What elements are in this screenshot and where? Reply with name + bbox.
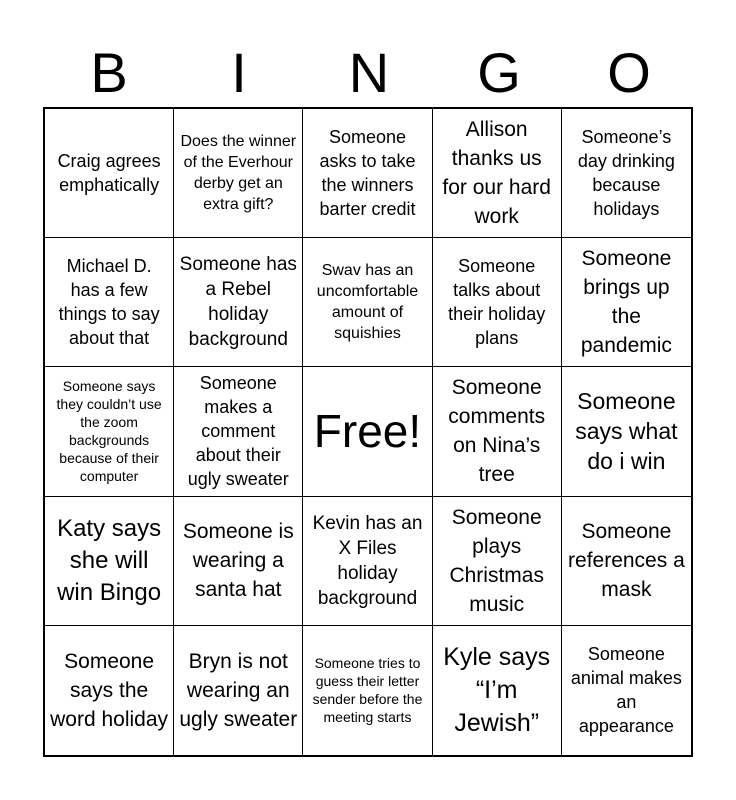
bingo-cell[interactable] [562,626,691,755]
bingo-cell[interactable] [562,497,691,626]
bingo-cell[interactable] [433,626,562,755]
bingo-cell[interactable] [433,238,562,367]
cell-text: Someone’s day drinking because holidays [577,127,675,220]
bingo-cell[interactable] [174,497,303,626]
cell-text: Swav has an uncomfortable amount of squishies [316,262,419,343]
bingo-cell[interactable] [45,238,174,367]
bingo-cell[interactable] [174,109,303,238]
cell-text: Someone asks to take the winners barter credit [319,127,416,220]
cell-text: Someone is wearing a santa hat [182,520,294,602]
header-letter-b: B [90,41,128,104]
cell-text: Someone talks about their holiday plans [448,256,546,349]
cell-text: Someone makes a comment about their ugly sweater [187,373,289,490]
bingo-cell[interactable] [562,109,691,238]
bingo-cell[interactable] [45,626,174,755]
header-letter-g: G [477,41,521,104]
bingo-header [44,40,694,106]
bingo-card-grid [43,107,693,757]
bingo-cell[interactable] [45,109,174,238]
bingo-cell[interactable] [562,238,691,367]
cell-text: Someone plays Christmas music [449,505,544,616]
bingo-cell[interactable] [433,497,562,626]
bingo-cell[interactable] [433,367,562,496]
cell-text: Katy says she will win Bingo [57,514,162,606]
bingo-cell[interactable] [562,367,691,496]
cell-text: Someone references a mask [568,520,685,602]
cell-text: Someone says they couldn’t use the zoom backgrounds because of their computer [56,378,162,485]
cell-text: Allison thanks us for our hard work [442,118,551,229]
bingo-cell[interactable] [303,109,432,238]
bingo-cell[interactable] [303,626,432,755]
bingo-cell[interactable] [303,497,432,626]
bingo-cell[interactable] [45,367,174,496]
cell-text: Does the winner of the Everhour derby get an extra gift? [180,133,297,214]
header-letter-n: N [348,41,390,104]
cell-text: Michael D. has a few things to say about that [58,256,160,349]
header-letter-i: I [231,41,247,104]
cell-text: Someone says the word holiday [50,649,169,731]
cell-text: Kyle says “I’m Jewish” [443,642,551,737]
cell-text: Someone tries to guess their letter sender before the meeting starts [312,655,423,726]
cell-text: Someone animal makes an appearance [570,644,682,737]
bingo-cell[interactable] [433,109,562,238]
free-space-cell[interactable] [303,367,432,496]
bingo-cell[interactable] [174,626,303,755]
bingo-cell[interactable] [45,497,174,626]
free-space-text: Free! [313,405,422,458]
cell-text: Kevin has an X Files holiday background [312,512,423,609]
cell-text: Someone comments on Nina’s tree [448,376,546,487]
cell-text: Someone brings up the pandemic [580,247,672,358]
bingo-cell[interactable] [174,367,303,496]
bingo-cell[interactable] [174,238,303,367]
cell-text: Someone has a Rebel holiday background [179,254,297,351]
cell-text: Craig agrees emphatically [57,151,161,196]
bingo-cell[interactable] [303,238,432,367]
cell-text: Someone says what do i win [575,388,678,475]
header-letter-o: O [607,41,651,104]
cell-text: Bryn is not wearing an ugly sweater [179,649,298,731]
